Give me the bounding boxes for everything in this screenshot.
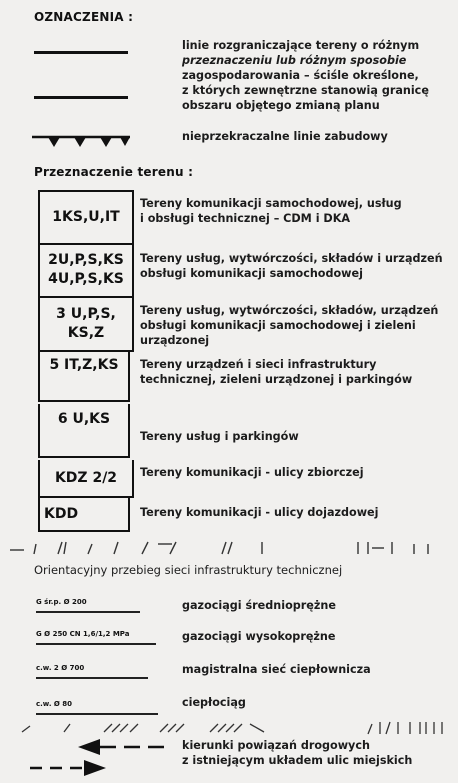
boundary-line-description-2 [182, 83, 454, 113]
heat-main-line [36, 677, 148, 679]
network-desc-gas-high: gazociągi wysokoprężne [182, 630, 336, 643]
network-label-gas-high: G Ø 250 CN 1,6/1,2 MPa [36, 630, 130, 638]
zone-desc-5IT [140, 357, 452, 387]
zone-code-text: 4U,P,S,KS [48, 270, 124, 287]
zone-code-text: KDD [44, 505, 79, 522]
desc-line: Tereny komunikacji - ulicy zbiorczej [140, 466, 364, 479]
desc-line: Tereny usług, wytwórczości, składów i urządzeń [140, 252, 443, 265]
legend-title: OZNACZENIA : [34, 10, 134, 24]
zone-code-KDD [38, 498, 130, 532]
network-desc-heat-main: magistralna sieć ciepłownicza [182, 663, 371, 676]
boundary-line-symbol [34, 51, 128, 54]
zone-desc-6U [140, 429, 452, 444]
network-desc-heat-pipe: ciepłociąg [182, 696, 246, 709]
zone-code-KDZ [38, 460, 134, 498]
desc-line: Tereny usług, wytwórczości, składów, urządzeń [140, 304, 439, 317]
desc-line: Tereny usług i parkingów [140, 430, 299, 443]
desc-line: przeznaczeniu lub różnym sposobie [182, 54, 407, 67]
desc-line: linie rozgraniczające tereny o różnym [182, 39, 420, 52]
scan-noise-band [0, 536, 458, 558]
scan-noise-band [0, 716, 458, 738]
gas-medium-line [36, 611, 140, 613]
building-line-symbol [30, 132, 134, 152]
desc-line: z istniejącym układem ulic miejskich [182, 754, 413, 767]
zone-desc-KDZ [140, 465, 452, 480]
road-link-arrows-symbol [28, 736, 178, 782]
road-links-description [182, 738, 454, 768]
zone-code-5IT [38, 352, 130, 402]
zone-code-6U [38, 404, 130, 458]
heat-pipe-line [36, 713, 158, 715]
zone-code-text: 3 U,P,S, [56, 306, 116, 322]
network-label-heat-pipe: c.w. Ø 80 [36, 700, 73, 708]
gas-high-line [36, 643, 156, 645]
zone-code-text: 6 U,KS [57, 411, 111, 427]
zone-code-2U-4U [38, 243, 134, 298]
desc-line: i obsługi technicznej – CDM i DKA [140, 212, 351, 225]
network-label-gas-medium: G śr.p. Ø 200 [36, 598, 87, 606]
land-use-heading: Przeznaczenie terenu : [34, 165, 194, 179]
desc-line: z których zewnętrzne stanowią granicę [182, 84, 429, 97]
zone-desc-2U-4U [140, 251, 452, 281]
desc-line: obsługi komunikacji samochodowej [140, 267, 363, 280]
desc-line: Tereny urządzeń i sieci infrastruktury [140, 358, 377, 371]
zone-code-text: KS,Z [67, 325, 105, 341]
desc-line: kierunki powiązań drogowych [182, 739, 370, 752]
plan-boundary-line-symbol [34, 96, 128, 99]
boundary-line-description-1 [182, 38, 454, 83]
desc-line: obsługi komunikacji samochodowej i zieleni [140, 319, 416, 332]
zone-code-text: KDZ 2/2 [54, 469, 118, 486]
desc-line: urządzonej [140, 334, 210, 347]
zone-code-text: 5 IT,Z,KS [49, 357, 119, 373]
desc-line: Tereny komunikacji - ulicy dojazdowej [140, 506, 379, 519]
network-label-heat-main: c.w. 2 Ø 700 [36, 664, 85, 672]
zone-code-text: 2U,P,S,KS [48, 251, 124, 268]
zone-desc-3U [140, 303, 452, 348]
zone-desc-KDD [140, 505, 452, 520]
desc-line: technicznej, zieleni urządzonej i parkingów [140, 373, 413, 386]
desc-line: Tereny komunikacji samochodowej, usług [140, 197, 402, 210]
zone-desc-1KS [140, 196, 452, 226]
infrastructure-heading: Orientacyjny przebieg sieci infrastruktury technicznej [34, 563, 343, 577]
zone-code-3U [38, 298, 134, 352]
desc-line: obszaru objętego zmianą planu [182, 99, 380, 112]
network-desc-gas-medium: gazociągi średnioprężne [182, 599, 336, 612]
zone-code-1KS [38, 190, 134, 245]
zone-code-text: 1KS,U,IT [52, 209, 120, 225]
desc-line: zagospodarowania – ściśle określone, [182, 69, 419, 82]
building-line-description: nieprzekraczalne linie zabudowy [182, 130, 388, 143]
